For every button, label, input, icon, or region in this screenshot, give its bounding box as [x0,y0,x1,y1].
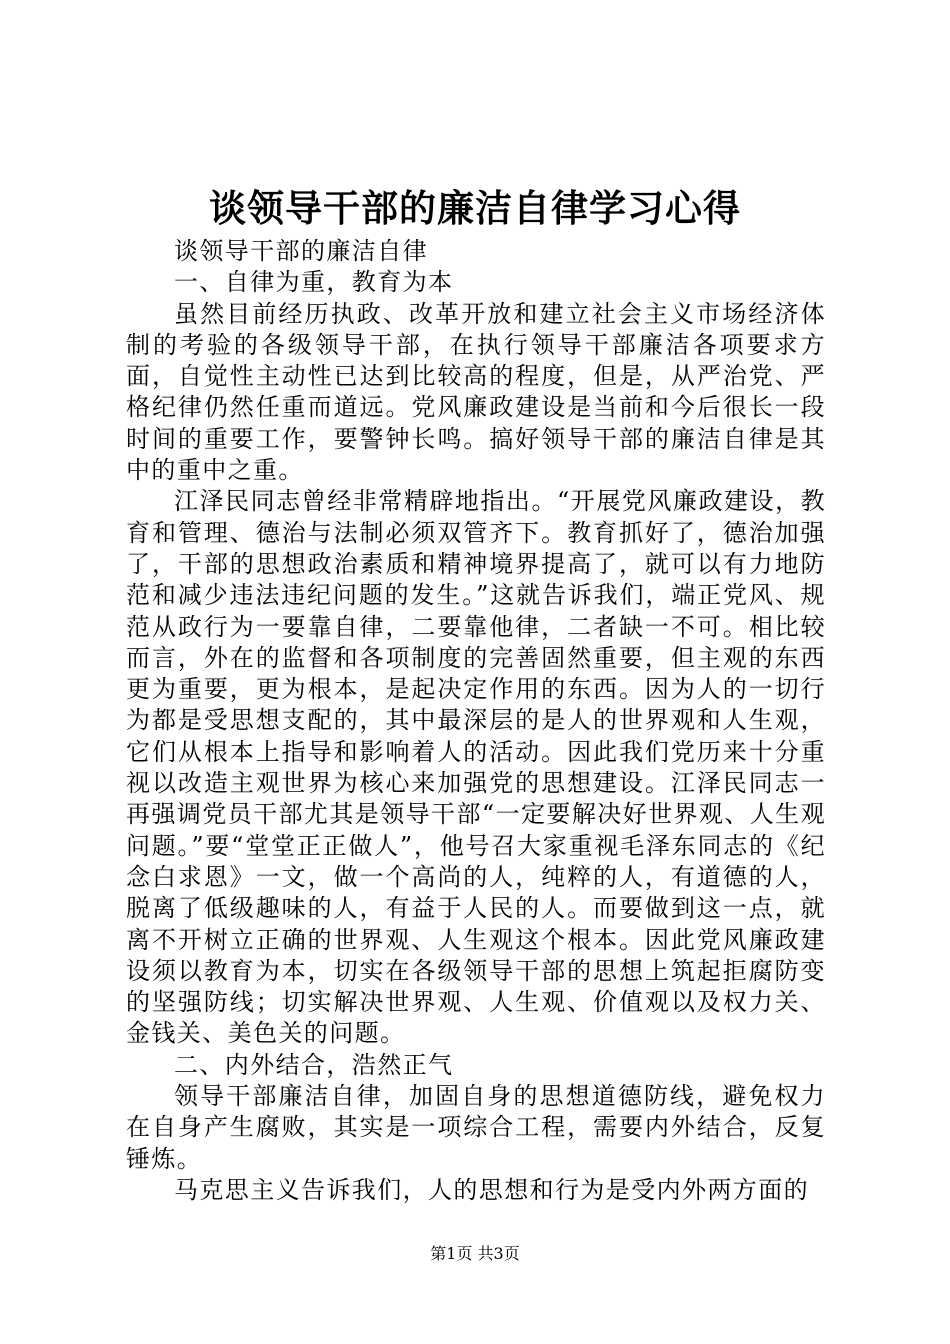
paragraph-heading-2: 二、内外结合，浩然正气 [174,1050,454,1079]
document-title: 谈领导干部的廉洁自律学习心得 [209,186,741,230]
paragraph: 江泽民同志曾经非常精辟地指出。“开展党风廉政建设，教育和管理、德治与法制必须双管齐下。教育抓好了，德治加强了，干部的思想政治素质和精神境界提高了，就可以有力地防范和减少违法违纪问题的发生。”这就告诉我们，端正党风、规范从政行为一要靠自律，二要靠他律，二者缺一不可。相比较而言，外在的监督和各项制度的完善固然重要，但主观的东西更为重要，更为根本，是起决定作用的东西。因为人的一切行为都是受思想支配的，其中最深层的是人的世界观和人生观，它们从根本上指导和影响着人的活动。因此我们党历来十分重视以改造主观世界为核心来加强党的思想建设。江泽民同志一再强调党员干部尤其是领导干部“一定要解决好世界观、人生观问题。”要“堂堂正正做人”，他号召大家重视毛泽东同志的《纪念白求恩》一文，做一个高尚的人，纯粹的人，有道德的人，脱离了低级趣味的人，有益于人民的人。而要做到这一点，就离不开树立正确的世界观、人生观这个根本。因此党风廉政建设须以教育为本，切实在各级领导干部的思想上筑起拒腐防变的坚强防线；切实解决世界观、人生观、价值观以及权力关、金钱关、美色关的问题。 [126,487,826,1048]
paragraph: 领导干部廉洁自律，加固自身的思想道德防线，避免权力在自身产生腐败，其实是一项综合工程，需要内外结合，反复锤炼。 [126,1082,826,1173]
paragraph: 马克思主义告诉我们，人的思想和行为是受内外两方面的 [174,1175,809,1204]
paragraph-subtitle: 谈领导干部的廉洁自律 [174,237,428,265]
document-body [126,236,826,1206]
paragraph: 虽然目前经历执政、改革开放和建立社会主义市场经济体制的考验的各级领导干部，在执行领导干部廉洁各项要求方面，自觉性主动性已达到比较高的程度，但是，从严治党、严格纪律仍然任重而道远。党风廉政建设是当前和今后很长一段时间的重要工作，要警钟长鸣。搞好领导干部的廉洁自律是其中的重中之重。 [126,299,826,485]
page-footer: 第1页 共3页 [430,1244,520,1263]
paragraph-heading-1: 一、自律为重，教育为本 [174,268,454,297]
